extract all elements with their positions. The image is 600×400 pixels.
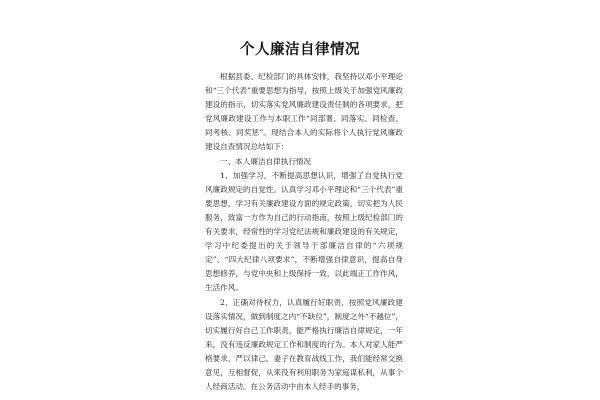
intro-paragraph: 根据县委、纪检部门的具体安排，我坚持以邓小平理论和“三个代表”重要思想为指导，按照上级关于加强党风廉政建设的指示，切实落实党风廉政建设责任制的各项要求，把党风廉政建设工作与本职工作“同部署、同落实、同检查、同考核、同奖惩”。现结合本人的实际将个人执行党风廉政建设自查情况总结如下： [205,72,403,152]
document-body [205,70,403,394]
body-paragraph-1: 1、加强学习，不断提高思想认识，增强了自觉执行党风廉政规定的自觉性。认真学习邓小平理论和“三个代表”重要思想，学习有关廉政建设方面的规定政策，切实把为人民服务，致富一方作为自己的行动指南，按照上级纪检部门的有关要求，经常性的学习党纪法规和廉政建设的有关规定，学习中纪委提出的关于领导干部廉洁自律的“六项规定”、“四大纪律八项要求”，不断增强自律意识，提高自身思想修养，与党中央和上级保持一致，以此端正工作作风，生活作风。 [205,170,403,293]
document-title: 个人廉洁自律情况 [240,42,360,58]
section-heading: 一、本人廉洁自律执行情况 [220,156,312,166]
body-paragraph-2: 2、正确对待权力，认真履行好职责，按照党风廉政建设落实情况，做到制度之内“不缺位”，制度之外“不越位”，切实履行好自己工作职责，能严格执行廉洁自律规定，一年来，没有违反廉政规定工作和制度的行为。本人对家人能严格要求，严以律己，妻子在教育战线工作，我们能经常交换意见，互相督促，从来没有利用职务为家庭谋私利，从事个人经商活动。在公务活动中由本人经手的事务， [205,297,403,392]
